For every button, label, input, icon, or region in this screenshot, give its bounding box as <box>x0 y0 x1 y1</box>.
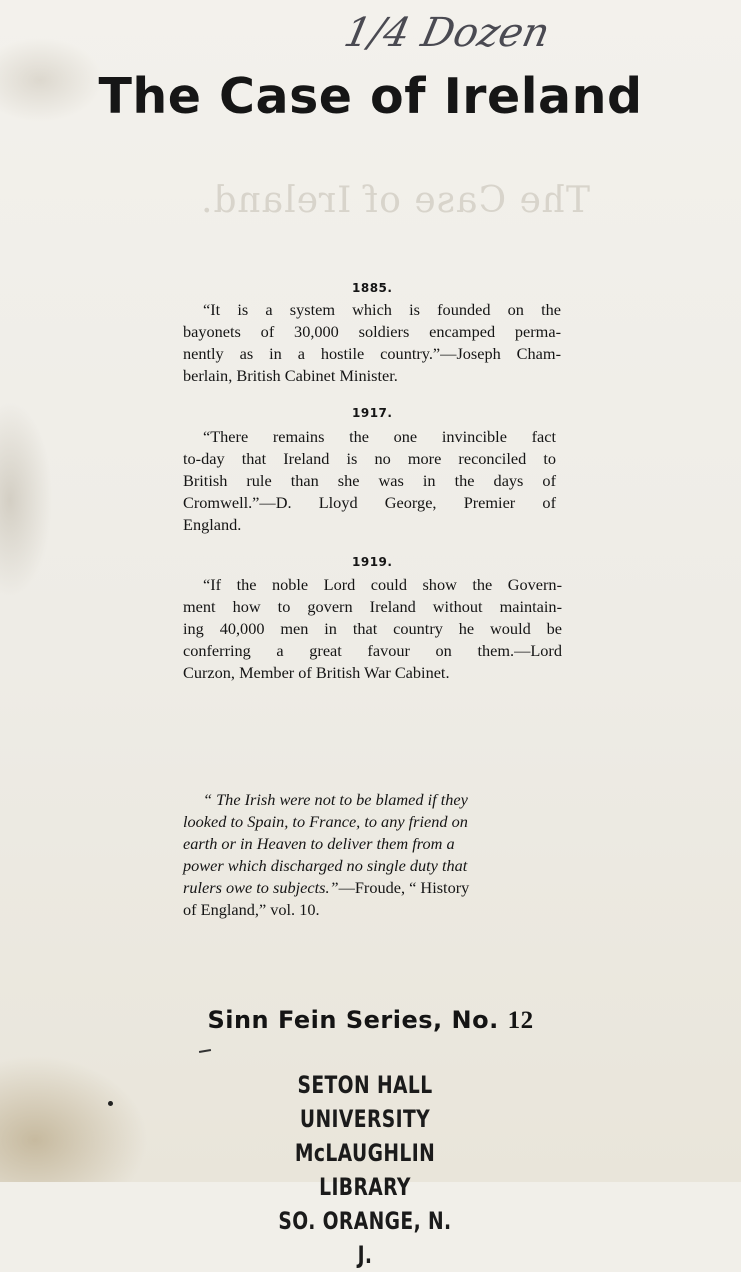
stamp-line-3: SO. ORANGE, N. J. <box>278 1207 452 1269</box>
document-title: The Case of Ireland <box>98 68 643 125</box>
quote-curzon <box>183 574 562 684</box>
series-text: Sinn Fein Series, No. <box>207 1006 499 1034</box>
quote-line: ing 40,000 men in that country he would be <box>183 619 562 638</box>
quote-line: Curzon, Member of British War Cabinet. <box>183 663 450 682</box>
froude-attribution-2: of England,” vol. 10. <box>183 900 320 919</box>
quote-line: bayonets of 30,000 soldiers encamped perma- <box>183 322 561 341</box>
quote-froude <box>183 789 563 921</box>
quote-line: nently as in a hostile country.”—Joseph Cham- <box>183 344 561 363</box>
quote-line: conferring a great favour on them.—Lord <box>183 641 562 660</box>
quote-line: British rule than she was in the days of <box>183 471 556 490</box>
series-number: 12 <box>507 1007 534 1034</box>
quote-line: berlain, British Cabinet Minister. <box>183 366 398 385</box>
quote-lloyd-george <box>183 426 556 536</box>
quote-line: to-day that Ireland is no more reconciled to <box>183 449 556 468</box>
quote-line: ment how to govern Ireland without maintain- <box>183 597 562 616</box>
quote-chamberlain <box>183 299 561 387</box>
stamp-line-2: McLAUGHLIN LIBRARY <box>294 1139 436 1201</box>
quote-line: Cromwell.”—D. Lloyd George, Premier of <box>183 493 556 512</box>
quote-line: England. <box>183 515 242 534</box>
quote-line: rulers owe to subjects.” <box>183 878 339 897</box>
library-stamp <box>275 1068 454 1272</box>
ink-mark <box>199 1049 211 1053</box>
show-through-title: The Case of Ireland. <box>200 180 591 221</box>
quote-line: earth or in Heaven to deliver them from a <box>183 834 455 853</box>
series-label <box>0 1006 741 1035</box>
quote-year-1885: 1885. <box>352 281 393 295</box>
froude-attribution: —Froude, “ History <box>338 878 470 897</box>
show-through-text <box>100 240 660 260</box>
handwritten-note: 1/4 Dozen <box>340 10 554 56</box>
quote-line: looked to Spain, to France, to any friend on <box>183 812 468 831</box>
quote-line: “If the noble Lord could show the Govern- <box>203 575 562 594</box>
stamp-line-1: SETON HALL UNIVERSITY <box>297 1071 433 1133</box>
quote-line: “ The Irish were not to be blamed if they <box>203 790 468 809</box>
quote-line: “There remains the one invincible fact <box>203 427 556 446</box>
quote-line: power which discharged no single duty that <box>183 856 468 875</box>
quote-line: “It is a system which is founded on the <box>203 300 561 319</box>
quote-year-1917: 1917. <box>352 406 393 420</box>
quote-year-1919: 1919. <box>352 555 393 569</box>
ink-speck <box>108 1101 113 1106</box>
